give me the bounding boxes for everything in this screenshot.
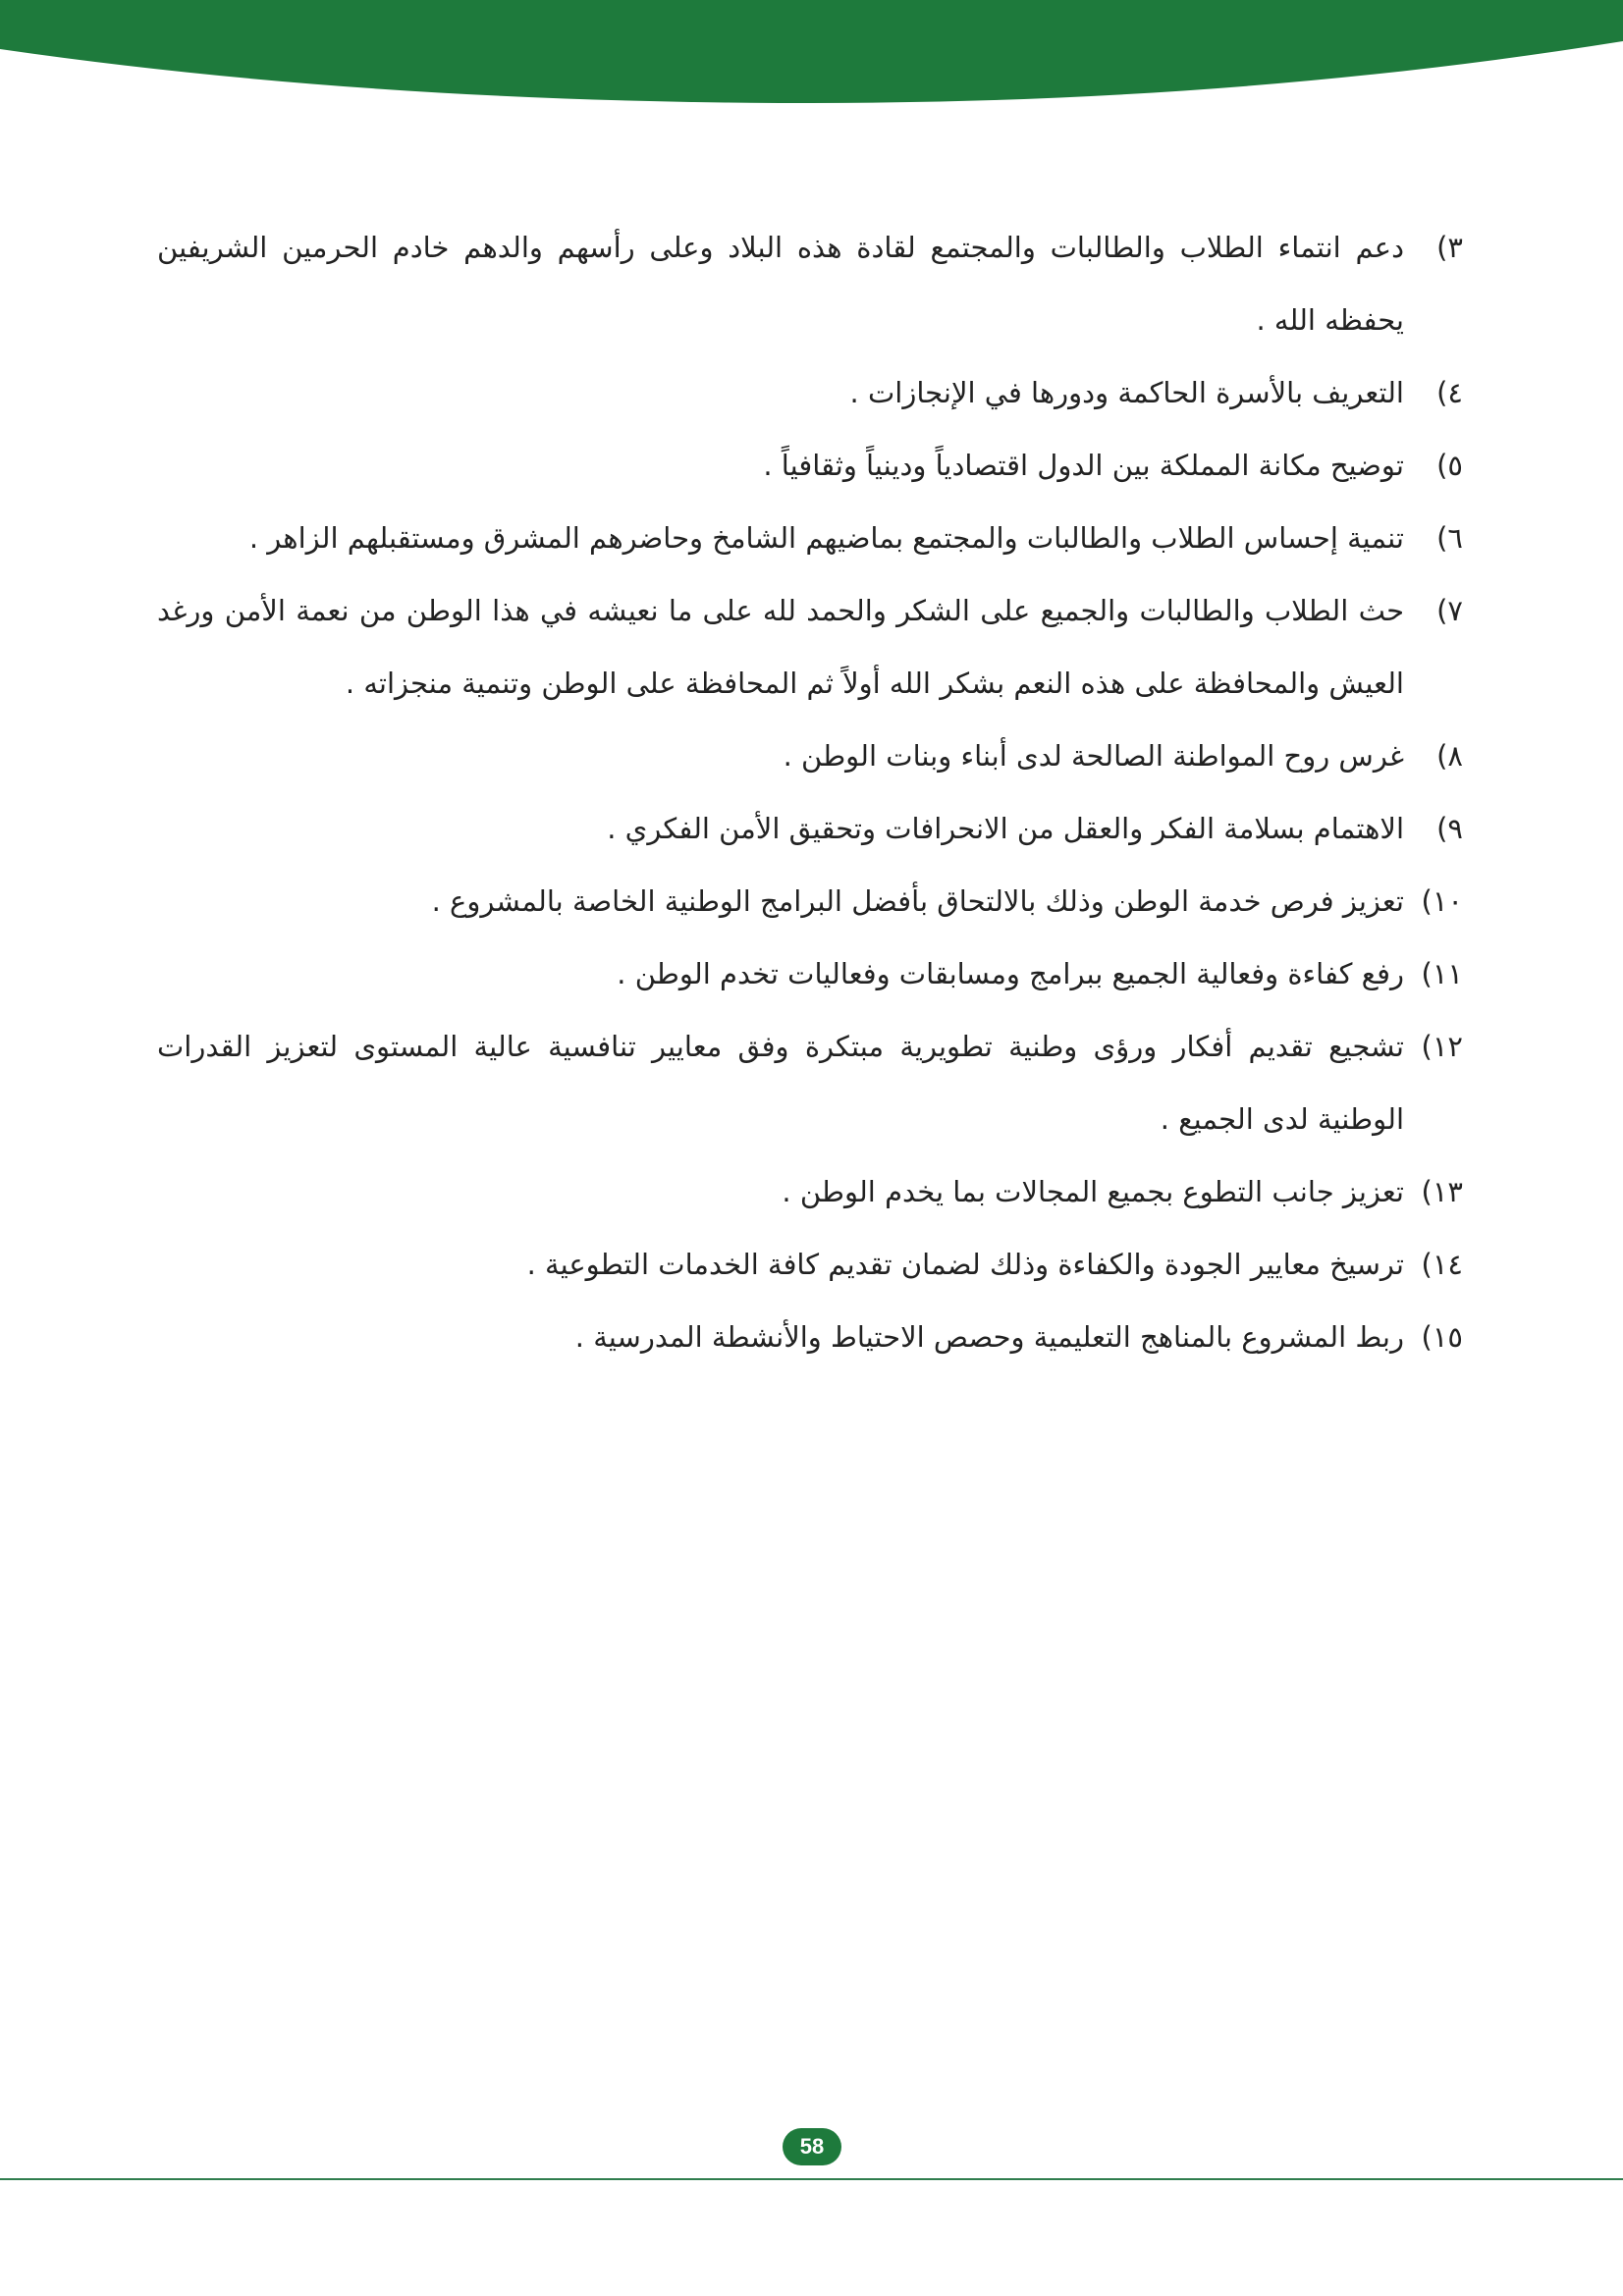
list-item <box>157 1010 1463 1155</box>
item-text: رفع كفاءة وفعالية الجميع ببرامج ومسابقات وفعاليات تخدم الوطن . <box>617 957 1404 990</box>
list-item <box>157 1228 1463 1301</box>
header-green-band <box>0 0 1623 108</box>
list-item <box>157 792 1463 865</box>
item-text: الاهتمام بسلامة الفكر والعقل من الانحرافات وتحقيق الأمن الفكري . <box>607 812 1404 845</box>
list-item <box>157 937 1463 1010</box>
item-text: توضيح مكانة المملكة بين الدول اقتصادياً ودينياً وثقافياً . <box>763 449 1404 482</box>
footer-divider <box>0 2178 1623 2180</box>
item-number: ٣) <box>1436 231 1463 264</box>
item-number: ٧) <box>1436 594 1463 627</box>
item-number: ١٣) <box>1421 1175 1463 1208</box>
list-item <box>157 211 1463 356</box>
item-text: ربط المشروع بالمناهج التعليمية وحصص الاحتياط والأنشطة المدرسية . <box>574 1320 1404 1354</box>
list-item <box>157 1301 1463 1373</box>
item-number: ١٤) <box>1421 1248 1463 1281</box>
item-number: ١٢) <box>1421 1030 1463 1063</box>
objectives-list <box>157 211 1463 1373</box>
item-text: تشجيع تقديم أفكار ورؤى وطنية تطويرية مبتكرة وفق معايير تنافسية عالية المستوى لتعزيز القدرات الوطنية لدى الجميع . <box>157 1030 1404 1136</box>
item-number: ٦) <box>1436 521 1463 555</box>
item-number: ٤) <box>1436 376 1463 409</box>
item-text: ترسيخ معايير الجودة والكفاءة وذلك لضمان تقديم كافة الخدمات التطوعية . <box>526 1248 1404 1281</box>
list-item <box>157 429 1463 502</box>
item-text: تعزيز فرص خدمة الوطن وذلك بالالتحاق بأفضل البرامج الوطنية الخاصة بالمشروع . <box>431 884 1404 918</box>
item-number: ١٠) <box>1421 884 1463 918</box>
list-item <box>157 865 1463 937</box>
item-text: التعريف بالأسرة الحاكمة ودورها في الإنجازات . <box>849 376 1404 409</box>
item-text: حث الطلاب والطالبات والجميع على الشكر والحمد لله على ما نعيشه في هذا الوطن من نعمة الأمن ورغد العيش والمحافظة على هذه النعم بشكر الله أولاً ثم المحافظة على الوطن وتنمية منجزاته . <box>157 594 1404 700</box>
item-number: ٥) <box>1436 449 1463 482</box>
item-number: ٨) <box>1436 739 1463 773</box>
list-item <box>157 574 1463 720</box>
list-item <box>157 502 1463 574</box>
page-number-badge: 58 <box>783 2128 841 2165</box>
item-text: دعم انتماء الطلاب والطالبات والمجتمع لقادة هذه البلاد وعلى رأسهم والدهم خادم الحرمين الشريفين يحفظه الله . <box>157 231 1404 337</box>
item-number: ٩) <box>1436 812 1463 845</box>
list-item <box>157 356 1463 429</box>
item-number: ١١) <box>1421 957 1463 990</box>
item-text: تعزيز جانب التطوع بجميع المجالات بما يخدم الوطن . <box>782 1175 1404 1208</box>
item-text: غرس روح المواطنة الصالحة لدى أبناء وبنات الوطن . <box>783 739 1404 773</box>
list-item <box>157 1155 1463 1228</box>
item-text: تنمية إحساس الطلاب والطالبات والمجتمع بماضيهم الشامخ وحاضرهم المشرق ومستقبلهم الزاهر . <box>248 521 1404 555</box>
list-item <box>157 720 1463 792</box>
item-number: ١٥) <box>1421 1320 1463 1354</box>
